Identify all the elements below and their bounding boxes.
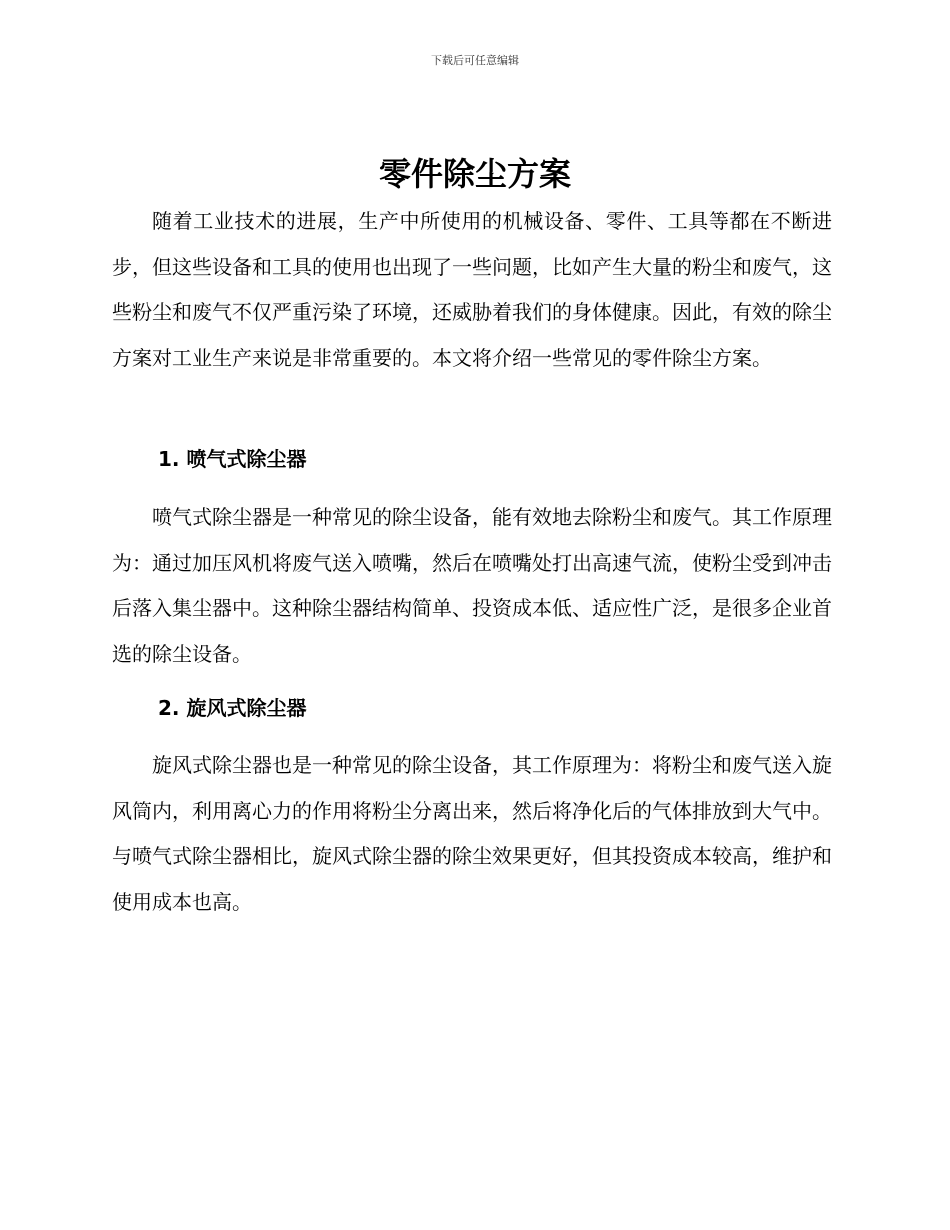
document-title: 零件除尘方案 xyxy=(378,155,571,193)
section-heading-2: 2. 旋风式除尘器 xyxy=(158,696,307,720)
intro-paragraph: 随着工业技术的进展，生产中所使用的机械设备、零件、工具等都在不断进步，但这些设备和工具的使用也出现了一些问题，比如产生大量的粉尘和废气，这些粉尘和废气不仅严重污染了环境，还威胁着我们的身体健康。因此，有效的除尘方案对工业生产来说是非常重要的。本文将介绍一些常见的零件除尘方案。 xyxy=(112,209,832,370)
section-paragraph-1: 喷气式除尘器是一种常见的除尘设备，能有效地去除粉尘和废气。其工作原理为：通过加压风机将废气送入喷嘴，然后在喷嘴处打出高速气流，使粉尘受到冲击后落入集尘器中。这种除尘器结构简单、投资成本低、适应性广泛，是很多企业首选的除尘设备。 xyxy=(112,505,832,666)
section-heading-1: 1. 喷气式除尘器 xyxy=(158,447,307,471)
header-note: 下载后可任意编辑 xyxy=(431,54,519,67)
section-paragraph-2: 旋风式除尘器也是一种常见的除尘设备，其工作原理为：将粉尘和废气送入旋风筒内，利用离心力的作用将粉尘分离出来，然后将净化后的气体排放到大气中。与喷气式除尘器相比，旋风式除尘器的除尘效果更好，但其投资成本较高，维护和使用成本也高。 xyxy=(112,753,832,914)
